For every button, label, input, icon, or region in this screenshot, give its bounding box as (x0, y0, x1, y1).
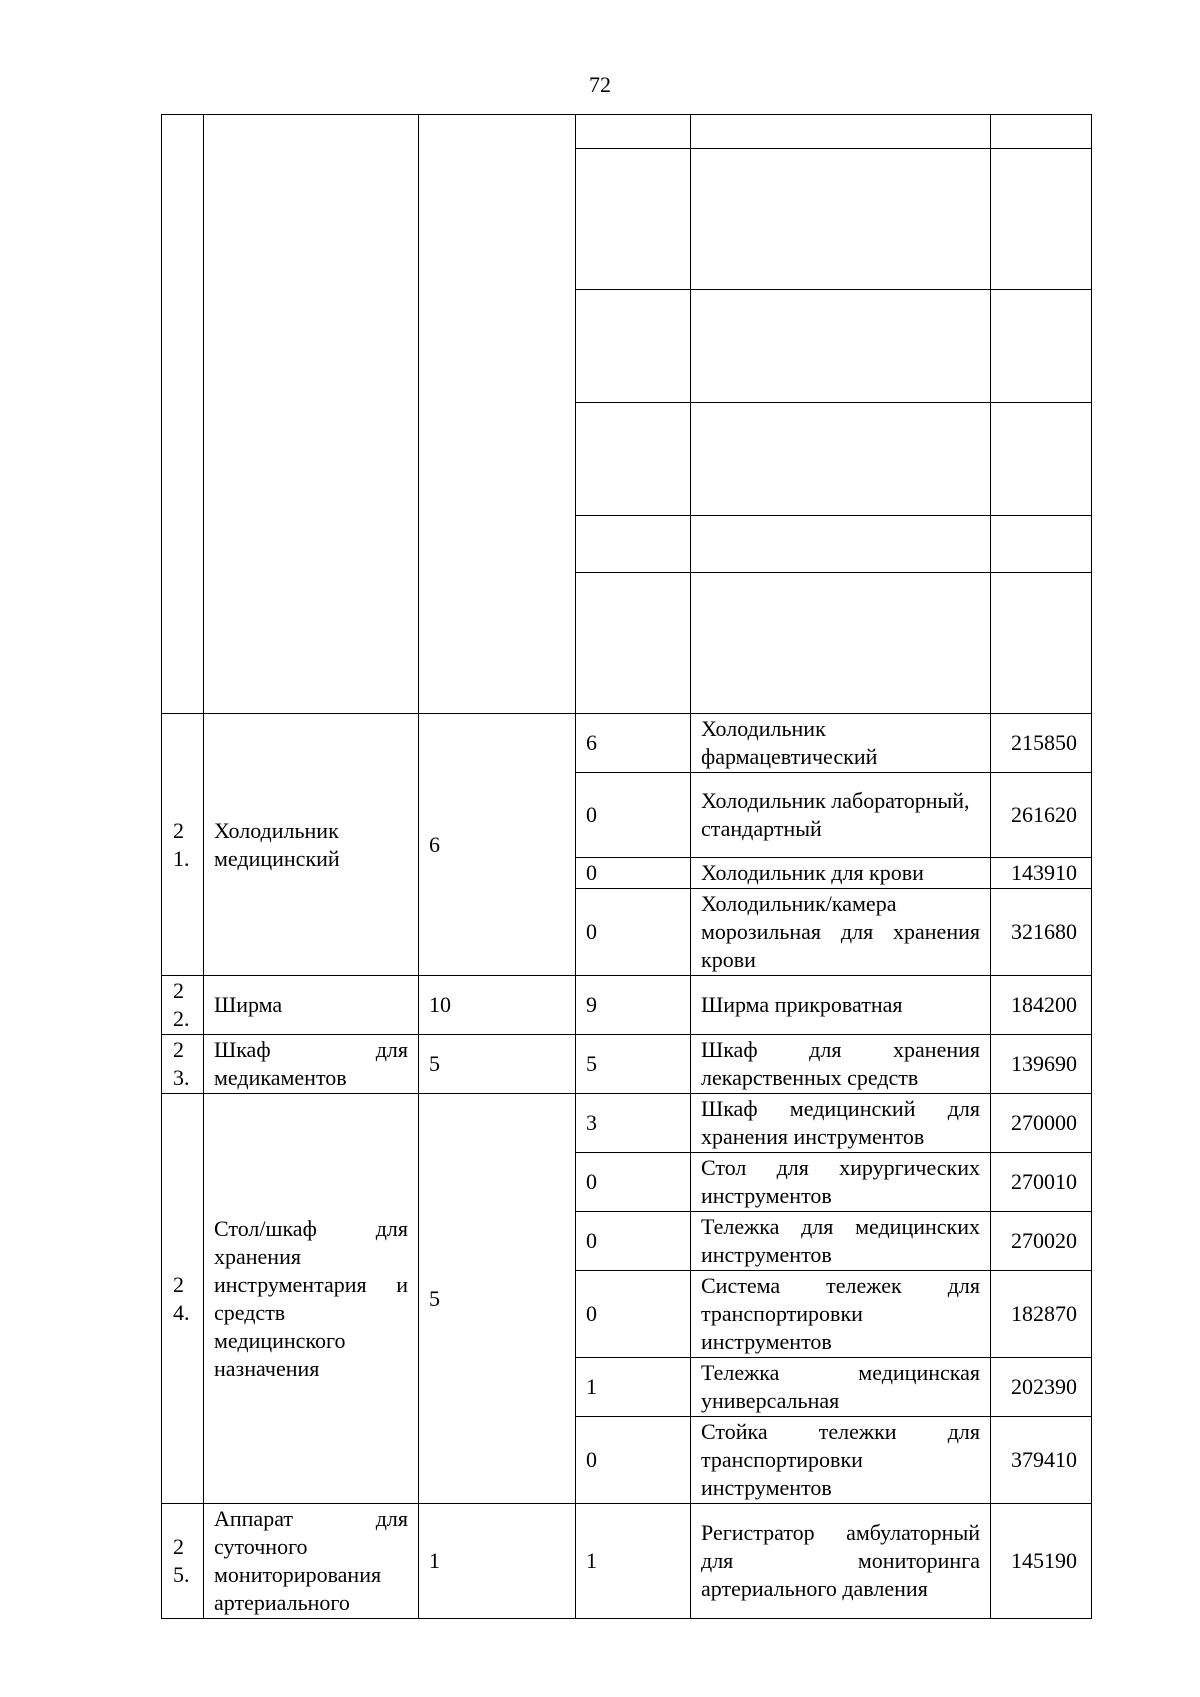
table-cell-empty (691, 115, 991, 149)
item-name: Аппарат для суточного мониторирования артериального (204, 1504, 419, 1619)
row-number-line: 4. (173, 1299, 190, 1325)
item-description: Ширма прикроватная (691, 976, 991, 1035)
item-count: 0 (576, 858, 691, 889)
table-cell-empty (691, 149, 991, 290)
table-cell-empty (991, 149, 1092, 290)
item-code: 270010 (991, 1153, 1092, 1212)
item-quantity: 5 (419, 1094, 576, 1504)
item-quantity: 1 (419, 1504, 576, 1619)
table-row (162, 1035, 1092, 1094)
table-cell-empty (991, 403, 1092, 516)
item-count: 0 (576, 773, 691, 858)
table-cell-empty (991, 290, 1092, 403)
item-description: Система тележек для транспортировки инструментов (691, 1271, 991, 1358)
item-description: Холодильник лабораторный, стандартный (691, 773, 991, 858)
row-number (162, 1094, 204, 1504)
table-cell-empty (204, 115, 419, 714)
item-quantity: 5 (419, 1035, 576, 1094)
table-cell-empty (576, 573, 691, 714)
table-cell-empty (691, 516, 991, 573)
item-code: 379410 (991, 1417, 1092, 1504)
table-cell-empty (691, 403, 991, 516)
item-code: 139690 (991, 1035, 1092, 1094)
item-description: Тележка для медицинских инструментов (691, 1212, 991, 1271)
row-number-line: 2. (173, 1006, 190, 1031)
table-cell-empty (991, 573, 1092, 714)
item-code: 261620 (991, 773, 1092, 858)
item-description: Тележка медицинская универсальная (691, 1358, 991, 1417)
item-count: 0 (576, 1417, 691, 1504)
item-description: Стол для хирургических инструментов (691, 1153, 991, 1212)
item-code: 215850 (991, 714, 1092, 773)
item-description: Холодильник фармацевтический (691, 714, 991, 773)
item-code: 270000 (991, 1094, 1092, 1153)
item-count: 9 (576, 976, 691, 1035)
item-description: Стойка тележки для транспортировки инструментов (691, 1417, 991, 1504)
item-count: 0 (576, 889, 691, 976)
table-cell-empty (419, 115, 576, 714)
item-count: 0 (576, 1153, 691, 1212)
row-number-line: 2 (173, 978, 184, 1003)
item-code: 184200 (991, 976, 1092, 1035)
item-code: 202390 (991, 1358, 1092, 1417)
table-row (162, 1094, 1092, 1153)
row-number (162, 714, 204, 976)
table-cell-empty (576, 115, 691, 149)
item-code: 270020 (991, 1212, 1092, 1271)
table-cell-empty (691, 573, 991, 714)
row-number (162, 1035, 204, 1094)
item-code: 145190 (991, 1504, 1092, 1619)
item-count: 3 (576, 1094, 691, 1153)
row-number (162, 976, 204, 1035)
row-number-line: 2 (173, 1271, 184, 1297)
table-row (162, 976, 1092, 1035)
item-count: 1 (576, 1358, 691, 1417)
table-cell-empty (576, 149, 691, 290)
row-number-line: 1. (173, 845, 190, 871)
equipment-table (161, 114, 1092, 1619)
row-number-line: 5. (173, 1562, 190, 1587)
row-number (162, 1504, 204, 1619)
table-row (162, 714, 1092, 773)
table-cell-empty (162, 115, 204, 714)
item-count: 0 (576, 1212, 691, 1271)
table-cell-empty (691, 290, 991, 403)
item-count: 1 (576, 1504, 691, 1619)
item-code: 143910 (991, 858, 1092, 889)
item-name: Холодильник медицинский (204, 714, 419, 976)
row-number-line: 2 (173, 1037, 184, 1062)
table-row (162, 115, 1092, 149)
item-quantity: 10 (419, 976, 576, 1035)
item-name: Шкаф для медикаментов (204, 1035, 419, 1094)
item-description: Холодильник/камера морозильная для хранения крови (691, 889, 991, 976)
table-row (162, 1504, 1092, 1619)
item-count: 5 (576, 1035, 691, 1094)
table-cell-empty (576, 516, 691, 573)
item-description: Регистратор амбулаторный для мониторинга артериального давления (691, 1504, 991, 1619)
item-description: Шкаф для хранения лекарственных средств (691, 1035, 991, 1094)
page-number: 72 (589, 72, 611, 97)
row-number-line: 2 (173, 817, 184, 843)
table-cell-empty (576, 403, 691, 516)
item-description: Шкаф медицинский для хранения инструментов (691, 1094, 991, 1153)
item-count: 6 (576, 714, 691, 773)
table-cell-empty (991, 115, 1092, 149)
item-name: Стол/шкаф для хранения инструментария и средств медицинского назначения (204, 1094, 419, 1504)
item-count: 0 (576, 1271, 691, 1358)
item-name: Ширма (204, 976, 419, 1035)
table-cell-empty (991, 516, 1092, 573)
table-cell-empty (576, 290, 691, 403)
item-code: 321680 (991, 889, 1092, 976)
item-code: 182870 (991, 1271, 1092, 1358)
item-quantity: 6 (419, 714, 576, 976)
row-number-line: 3. (173, 1065, 190, 1090)
item-description: Холодильник для крови (691, 858, 991, 889)
row-number-line: 2 (173, 1534, 184, 1559)
